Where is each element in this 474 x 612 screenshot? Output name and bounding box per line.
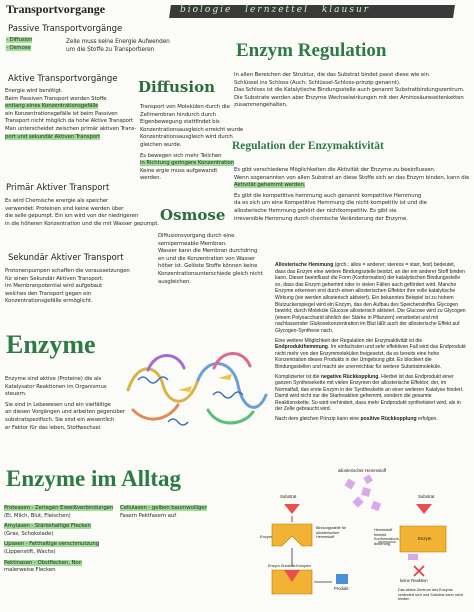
hemmstoff-molecules — [345, 475, 382, 512]
aktivitaet-title: Regulation der Enzymaktivität — [232, 140, 384, 152]
diagram-caption: Das aktive Zentrum des Enzyms verändert sich und Substrat kann nicht binden — [398, 588, 463, 602]
active-text: Energie wird benötigt. Beim Passiven Transport werden Stoffe entlang eines Konzentrationsgefälle ein Konzentrationsgefälle ist beim Passiven Transport nicht möglich da hohe Aktive Transport Man unterscheidet zwischen primär aktiven Trans- port und sekundär Aktiven Transport — [5, 88, 137, 140]
label-substrat-right: Substrat — [418, 494, 435, 499]
regulation-title: Enzym Regulation — [236, 40, 387, 61]
bound-hemmstoff — [408, 554, 418, 560]
passive-note: Zelle muss keine Energie Aufwenden um die Stoffe zu Transportieren — [66, 39, 170, 53]
page-title: Transportvorgange — [6, 2, 106, 16]
diffusion-text: Transport von Molekülen durch die Zellmembran hindurch durch Eigenbewegung stattfindet bis Konzentrationsausgleich erreicht wurde Konzentrationsausgleich wird durch gleichen wurde. Es bewegen sich mehr Teilchen in Richtung geringere Konzentration Keine ergie muss aufgewandt werden. — [140, 104, 244, 182]
passive-list — [6, 37, 32, 52]
allosteric-diagram — [258, 462, 470, 608]
osmose-text: Diffusionsvorgang durch eine semipermeable Membran. Wasser kann die Membran durchdring en und die Konzentration von Wasser höher ist. Gelöste Stoffe können keine Konzentrationsunterschiede gleich nicht ausgleichen. — [158, 233, 263, 285]
primary-title: Primär Aktiver Transport — [6, 183, 110, 193]
secondary-title: Sekundär Aktiver Transport — [8, 253, 124, 263]
paragraph-endprodukt: Eine weitere Möglichkeit der Regulation der Enzymaktivität ist die Endprodukthemmung. Im einfachsten und sehr effektiven Fall wird das Endprodukt nicht mehr von den Enzymmolekülen freigesetzt, da es bereits eine hohe Konzentration dieses Produkts in der Umgebung gibt. Es blockiert die Bindungsstellen und macht sie unerreichbar für weitere Substratmoleküle. — [275, 337, 466, 370]
alltag-right-list: Cellulasen - gelben baumwolliger Fasern Pektfasern auf — [120, 505, 207, 519]
enzyme-title: Enzyme — [6, 330, 96, 359]
passive-title: Passive Transportvorgänge — [8, 24, 123, 34]
label-enzym-left: Enzym — [260, 534, 273, 539]
primary-text: Es wird Chemische energie als speicher verwendet: Proteinen sind keine werden über die selle gepumpt. Ein ion wird von der niedrigeren in die höheren Konzentration und die mit Wasser gepumpt. — [5, 198, 159, 227]
paragraph-positive-feedback: Nach dem gleichen Prinzip kann eine positive Rückkopplung erfolgen. — [275, 416, 438, 423]
paragraph-negative-feedback: Komplizierter ist die negative Rückkopplung. Hierbei ist das Endprodukt einer ganzen Synthesekette mit vielen Enzymen der allosterische Effektor, der, im Normalfall, das erste Enzym in der Syntheskette an einer weiteren Katalyse hindert. Damit wird nicht nur die Startreaktion gehemmt, sondern die gesamte Reaktionskette. So wird verhindert, dass mehr Endprodukt synthetisiert wird, als in der Zelle gebraucht wird. — [275, 373, 464, 413]
label-substrat-left: Substrat — [280, 494, 297, 499]
label-keine-reaktion: keine Reaktion — [400, 578, 428, 583]
diffusion-title: Diffusion — [138, 78, 215, 96]
passive-item: - Osmose — [6, 44, 31, 51]
subtitle-script: biologie lernzettel klausur — [180, 5, 371, 15]
substrat-shape-right — [416, 504, 432, 514]
enzyme-text: Enzyme sind aktive (Proteine) die als Katalysator Reaktionen im Organismus steuern. Sie sind in Lebewesen und ein vielfältige an diesen Vorgängen und arbeiten gegenüber substratspezifisch. Sie sind ein wesentlich er Faktor für das leben, Stoffwechsel. — [5, 376, 125, 431]
label-produkt: Produkt — [334, 586, 349, 591]
osmose-title: Osmose — [160, 206, 226, 224]
label-enzym-right: Enzym — [418, 536, 432, 541]
info-text-block — [275, 262, 467, 423]
label-komplex: Enzym-Substrat-Komplex — [268, 564, 312, 568]
substrat-shape-left — [284, 504, 300, 514]
regulation-text: In allen Bereichen der Struktur, die das Substrat bindet passt diese wie ein Schlüssel ins Schloss (Auch: Schlüssel-Schloss-prinzip genannt). Das Schloss ist die Katalytische Bindungsstelle auch genannt Substratbindungszentrum. Die Substrate werden aber Enzyme Wechselwirkungen mit den Aminosäureseitenketten zusammengehalten. — [234, 72, 465, 109]
label-hemmstoff-top: allosterischer Hemmstoff — [338, 468, 387, 473]
produkt-shape — [336, 574, 348, 584]
protein-structure-image — [118, 340, 272, 438]
label-bindungsstelle: Bindungsstelle für allosterischen Hemmstoff — [316, 526, 347, 540]
paragraph-allosteric: Allosterische Hemmung (grch.: allos = anderer; stereos = starr, fest) bedeutet, dass das Enzym eine weitere Bindungsstelle besitzt, an der ein anderer Stoff binden kann. Dieser beeinflusst die Form (Konformation) der katalytischen Bindungsstelle so, dass das Enzym gehemmt oder in vielen Fällen auch gefördert wird. Manche Enzyme erkennen erst durch einen allosterischen Effektor ihre volle katalytische Wirkung (sie werden allosterisch aktiviert). Ein bekanntes Beispiel ist zu hohem Blutzuckerspiegel wird ein Enzym, das den Aufbau des Speicherstoffes Glycogen bewirkt, durch Moleküle Glucose allosterisch aktiviert. Die Glucose wird zu Glycogen (einem Polysaccharid ähnlich der Stärke in Pflanzen) verarbeitet und mit nachlassender Glukosekonzentration im Blut läßt auch der allosterische Effekt auf Glycogen-Synthese nach. — [275, 262, 466, 334]
passive-item: - Diffusion — [6, 37, 33, 43]
active-title: Aktive Transportvorgänge — [8, 74, 118, 84]
alltag-left-list: Proteasen - Zerlegen Eiweißverbindungen (Ei, Milch, Blut, Fleischen) Amylasen - Stärkehaltige Flecken (Gras, Schokolade) Lipasen - Fetthaltige verschmutzung (Lippenstift, Wachs) Pektinasen - Obstflecken, Nor- malerweise Flecken — [4, 505, 114, 574]
aktivitaet-text: Es gibt verschiedene Möglichkeiten die Aktivität der Enzyme zu beeinflussen. Wenn sogenannten von allen Substrat an diese Stoffe sich an das Enzym binden, kann die Aktivität gehemmt werden. Es gibt die kompetitive hemmung auch genannt kompetitive Hemmung da es sich um eine Kompetitive Hemmung die nicht kompetitiv ist und die allosterische Hemmung gehört der nichtkompetitiv. Es gibt sie irreversible Hemmung durch chemische Veränderung der Enzyme. — [234, 167, 470, 222]
label-hemmstoff-note: Hemmstoff bewirkt Konformations-änderung — [374, 528, 400, 546]
alltag-title: Enzyme im Alltag — [6, 466, 182, 491]
enzym-shape-left — [272, 524, 312, 546]
no-reaction-mark — [414, 566, 424, 576]
secondary-text: Protonenpumpen schaffen die voraussetzungen für einen Sekundär Aktiven Transport. Im Membranpotential wird aufgebaut welches den Transport gegen ein Konzentrationsgefälle ermöglicht. — [5, 268, 130, 305]
